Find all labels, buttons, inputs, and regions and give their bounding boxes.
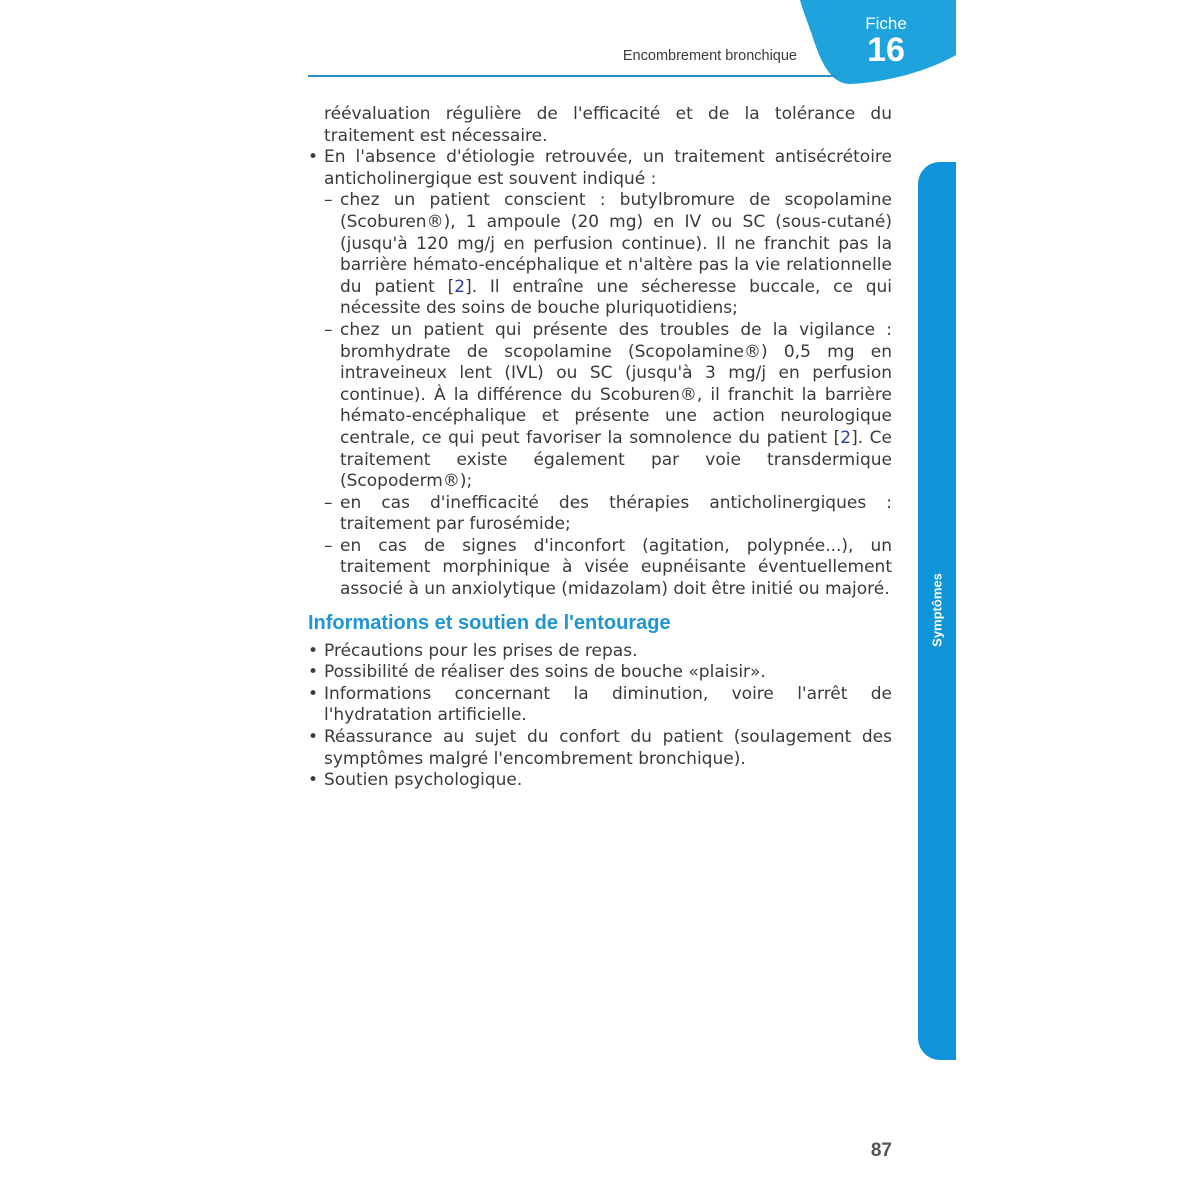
bullet-text: En l'absence d'étiologie retrouvée, un traitement antisécrétoire anticholinergique est souvent indiqué : bbox=[324, 147, 892, 189]
bullet-mark: • bbox=[308, 640, 319, 661]
page-number: 87 bbox=[870, 1140, 892, 1161]
dash-text: chez un patient conscient : butylbromure de scopolamine (Scoburen®), 1 ampoule (20 mg) en IV ou SC (sous-cutané) (jusqu'à 120 mg/j en perfusion continue). Il ne franchit pas la barrière hémato-encéphalique et n'altère pas la vie relationnelle du patient [ bbox=[340, 190, 892, 297]
dash-text: en cas d'inefficacité des thérapies anticholinergiques : traitement par furosémide; bbox=[340, 492, 892, 535]
sub-list-item bbox=[308, 536, 892, 601]
bullet-mark: • bbox=[308, 147, 319, 168]
dash-text: chez un patient qui présente des troubles de la vigilance : bromhydrate de scopolamine (Scopolamine®) 0,5 mg en intraveineux lent (IVL) ou SC (jusqu'à 3 mg/j en perfusion continue). À la différence du Scoburen®, il franchit la barrière hémato-encéphalique et présente une action neurologique centrale, ce qui peut favoriser la somnolence du patient [ bbox=[340, 319, 892, 448]
bullet-mark: • bbox=[308, 662, 319, 683]
list-item bbox=[308, 770, 892, 792]
bullet-mark: • bbox=[308, 770, 319, 791]
fiche-label: Fiche bbox=[865, 14, 907, 33]
section-heading: Informations et soutien de l'entourage bbox=[308, 611, 671, 634]
sub-list-item bbox=[308, 493, 892, 536]
bullet-text: Précautions pour les prises de repas. bbox=[324, 640, 638, 661]
sub-list-item bbox=[308, 190, 892, 320]
list-item bbox=[308, 727, 892, 770]
header-rule bbox=[308, 75, 838, 77]
list-item bbox=[308, 641, 892, 663]
bullet-text: Informations concernant la diminution, voire l'arrêt de l'hydratation artificielle. bbox=[324, 683, 892, 726]
side-tab-label: Symptômes bbox=[929, 573, 945, 647]
dash-mark: – bbox=[324, 190, 333, 211]
dash-mark: – bbox=[324, 319, 333, 340]
dash-mark: – bbox=[324, 535, 333, 556]
bullet-text: Possibilité de réaliser des soins de bouche «plaisir». bbox=[324, 662, 766, 683]
bullet-text: Soutien psychologique. bbox=[324, 770, 523, 791]
bullet-mark: • bbox=[308, 727, 319, 748]
bullet-mark: • bbox=[308, 683, 319, 704]
list-item bbox=[308, 684, 892, 727]
side-tab-label-box bbox=[918, 560, 956, 660]
dash-mark: – bbox=[324, 492, 333, 513]
list-item bbox=[308, 147, 892, 190]
bullet-text: Réassurance au sujet du confort du patient (soulagement des symptômes malgré l'encombrement bronchique). bbox=[324, 727, 892, 769]
dash-text: ]. Ce traitement existe également par voie transdermique (Scopoderm®); bbox=[340, 427, 892, 492]
list-item bbox=[308, 662, 892, 684]
sub-list-item bbox=[308, 320, 892, 493]
page-content bbox=[308, 104, 892, 792]
fiche-number: 16 bbox=[867, 31, 905, 69]
dash-text: ]. Il entraîne une sécheresse buccale, ce qui nécessite des soins de bouche pluriquotidiens; bbox=[340, 276, 892, 319]
fiche-badge bbox=[850, 14, 922, 69]
dash-text: en cas de signes d'inconfort (agitation, polypnée...), un traitement morphinique à visée eupnéisante éventuellement associé à un anxiolytique (midazolam) doit être initié ou majoré. bbox=[340, 535, 892, 600]
continuation-paragraph: réévaluation régulière de l'efficacité et de la tolérance du traitement est nécessaire. bbox=[324, 104, 892, 146]
running-header-title: Encombrement bronchique bbox=[622, 48, 797, 64]
reference-link[interactable]: 2 bbox=[454, 276, 466, 297]
reference-link[interactable]: 2 bbox=[840, 427, 852, 448]
